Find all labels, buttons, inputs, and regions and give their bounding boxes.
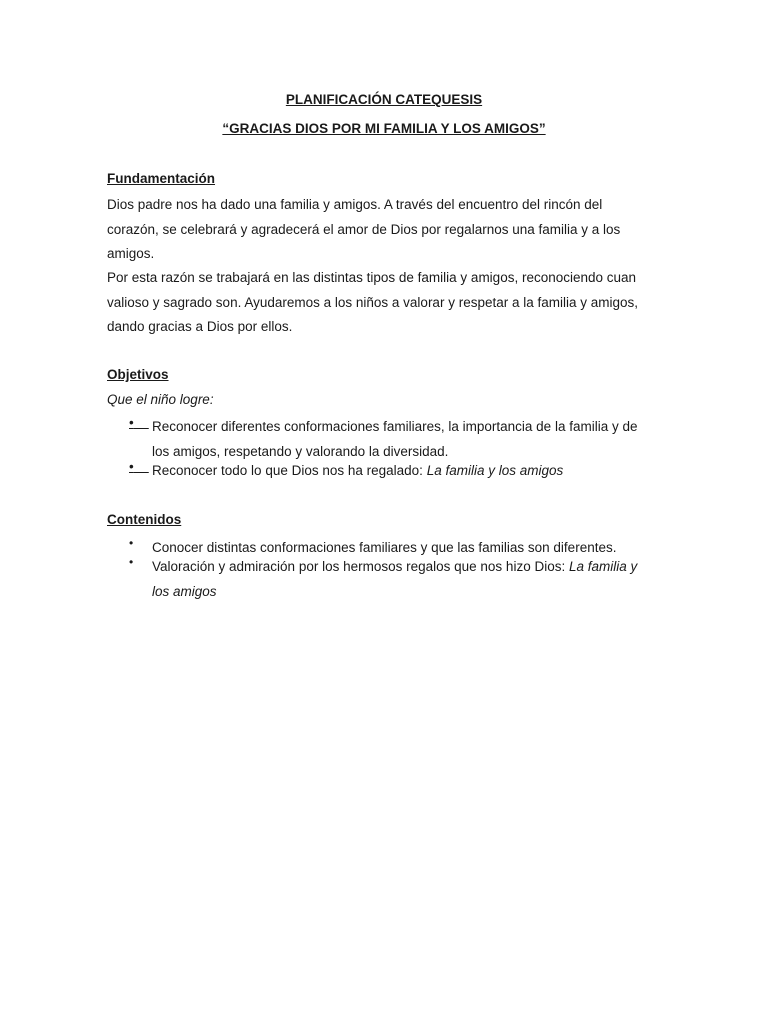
list-item-line: Reconocer diferentes conformaciones familiares, la importancia de la familia y de bbox=[152, 419, 638, 434]
list-item-emphasis: los amigos bbox=[152, 583, 217, 599]
bullet-icon: • bbox=[129, 536, 134, 550]
list-item-emphasis: La familia y bbox=[568, 559, 638, 574]
list-item-line: Valoración y admiración por los hermosos regalos que nos hizo Dios: bbox=[152, 559, 569, 574]
paragraph-line: Por esta razón se trabajará en las distintas tipos de familia y amigos, reconociendo cuan bbox=[107, 270, 637, 285]
list-item-emphasis: La familia y los amigos bbox=[426, 463, 564, 478]
document-subtitle: “GRACIAS DIOS POR MI FAMILIA Y LOS AMIGOS” bbox=[222, 121, 546, 136]
objetivos-intro: Que el niño logre: bbox=[107, 392, 214, 407]
paragraph-line: amigos. bbox=[107, 246, 155, 261]
list-item-line: Conocer distintas conformaciones familiares y que las familias son diferentes. bbox=[152, 540, 617, 555]
heading-objetivos: Objetivos bbox=[107, 367, 169, 382]
heading-contenidos: Contenidos bbox=[107, 512, 182, 527]
list-item-line: los amigos, respetando y valorando la diversidad. bbox=[152, 443, 449, 459]
bullet-icon: • bbox=[129, 415, 134, 430]
heading-fundamentacion: Fundamentación bbox=[107, 171, 216, 186]
paragraph-fundamentacion-2 bbox=[107, 266, 661, 340]
bullet-icon: • bbox=[129, 555, 134, 569]
paragraph-line: dando gracias a Dios por ellos. bbox=[107, 319, 293, 334]
list-item-text bbox=[152, 415, 661, 464]
paragraph-fundamentacion-1 bbox=[107, 193, 661, 267]
paragraph-line: corazón, se celebrará y agradecerá el amor de Dios por regalarnos una familia y a los bbox=[107, 221, 621, 237]
list-item-text bbox=[152, 459, 661, 484]
list-item-text bbox=[152, 555, 661, 604]
list-item-line: Reconocer todo lo que Dios nos ha regalado: bbox=[152, 463, 427, 478]
paragraph-line: valioso y sagrado son. Ayudaremos a los niños a valorar y respetar a la familia y amigos, bbox=[107, 294, 639, 310]
paragraph-line: Dios padre nos ha dado una familia y amigos. A través del encuentro del rincón del bbox=[107, 197, 603, 212]
document-title: PLANIFICACIÓN CATEQUESIS bbox=[285, 92, 483, 107]
bullet-icon: • bbox=[129, 459, 134, 474]
